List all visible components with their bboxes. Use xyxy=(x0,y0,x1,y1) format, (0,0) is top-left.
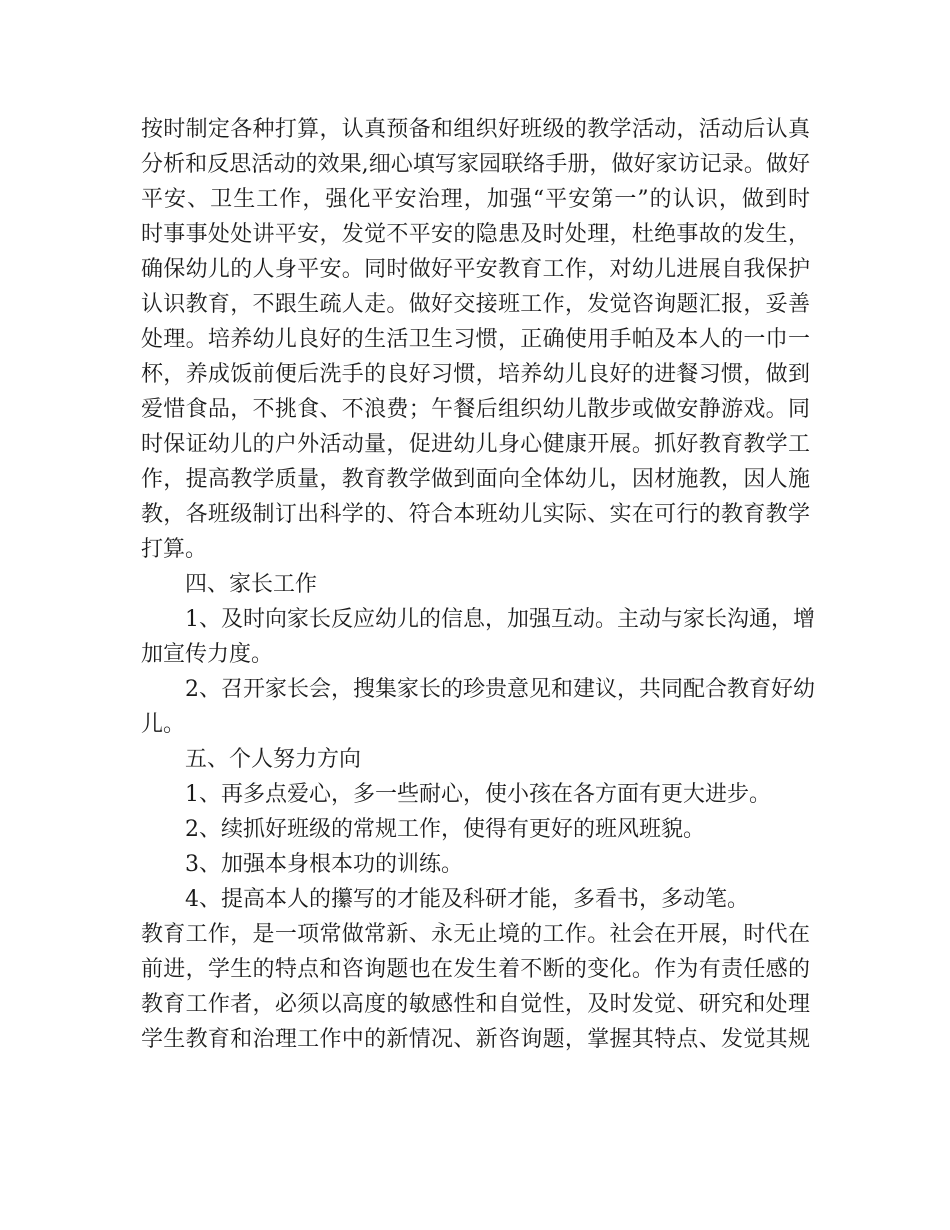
paragraph-line: 杯，养成饭前便后洗手的良好习惯，培养幼儿良好的进餐习惯，做到 xyxy=(141,362,810,387)
paragraph-line: 打算。 xyxy=(141,537,208,562)
paragraph-line: 教，各班级制订出科学的、符合本班幼儿实际、实在可行的教育教学 xyxy=(141,502,810,527)
paragraph-line: 作，提高教学质量，教育教学做到面向全体幼儿，因材施教，因人施 xyxy=(141,467,810,492)
paragraph-line: 儿。 xyxy=(141,712,186,737)
paragraph-line: 爱惜食品，不挑食、不浪费；午餐后组织幼儿散步或做安静游戏。同 xyxy=(141,397,810,422)
paragraph-line: 2、召开家长会，搜集家长的珍贵意见和建议，共同配合教育好幼 xyxy=(185,677,815,702)
section-heading: 五、个人努力方向 xyxy=(185,747,362,772)
paragraph-line: 按时制定各种打算，认真预备和组织好班级的教学活动，活动后认真 xyxy=(141,117,810,142)
paragraph-line: 平安、卫生工作，强化平安治理，加强“平安第一”的认识，做到时 xyxy=(141,187,810,212)
paragraph-line: 教育工作，是一项常做常新、永无止境的工作。社会在开展，时代在 xyxy=(141,922,810,947)
paragraph-line: 时事事处处讲平安，发觉不平安的隐患及时处理，杜绝事故的发生， xyxy=(141,222,810,247)
paragraph-line: 教育工作者，必须以高度的敏感性和自觉性，及时发觉、研究和处理 xyxy=(141,992,810,1017)
paragraph-line: 1、再多点爱心，多一些耐心，使小孩在各方面有更大进步。 xyxy=(185,782,771,807)
paragraph-line: 分析和反思活动的效果,细心填写家园联络手册，做好家访记录。做好 xyxy=(141,152,810,177)
paragraph-line: 确保幼儿的人身平安。同时做好平安教育工作，对幼儿进展自我保护 xyxy=(141,257,810,282)
paragraph-line: 3、加强本身根本功的训练。 xyxy=(185,852,463,877)
paragraph-line: 认识教育，不跟生疏人走。做好交接班工作，发觉咨询题汇报，妥善 xyxy=(141,292,810,317)
paragraph-line: 2、续抓好班级的常规工作，使得有更好的班风班貌。 xyxy=(185,817,705,842)
paragraph-line: 学生教育和治理工作中的新情况、新咨询题，掌握其特点、发觉其规 xyxy=(141,1027,810,1052)
paragraph-line: 时保证幼儿的户外活动量，促进幼儿身心健康开展。抓好教育教学工 xyxy=(141,432,810,457)
paragraph-line: 处理。培养幼儿良好的生活卫生习惯，正确使用手帕及本人的一巾一 xyxy=(141,327,810,352)
paragraph-line: 1、及时向家长反应幼儿的信息，加强互动。主动与家长沟通，增 xyxy=(185,607,815,632)
paragraph-line: 4、提高本人的攥写的才能及科研才能，多看书，多动笔。 xyxy=(185,887,749,912)
paragraph-line: 前进，学生的特点和咨询题也在发生着不断的变化。作为有责任感的 xyxy=(141,957,810,982)
paragraph-line: 加宣传力度。 xyxy=(141,642,274,667)
section-heading: 四、家长工作 xyxy=(185,572,318,597)
